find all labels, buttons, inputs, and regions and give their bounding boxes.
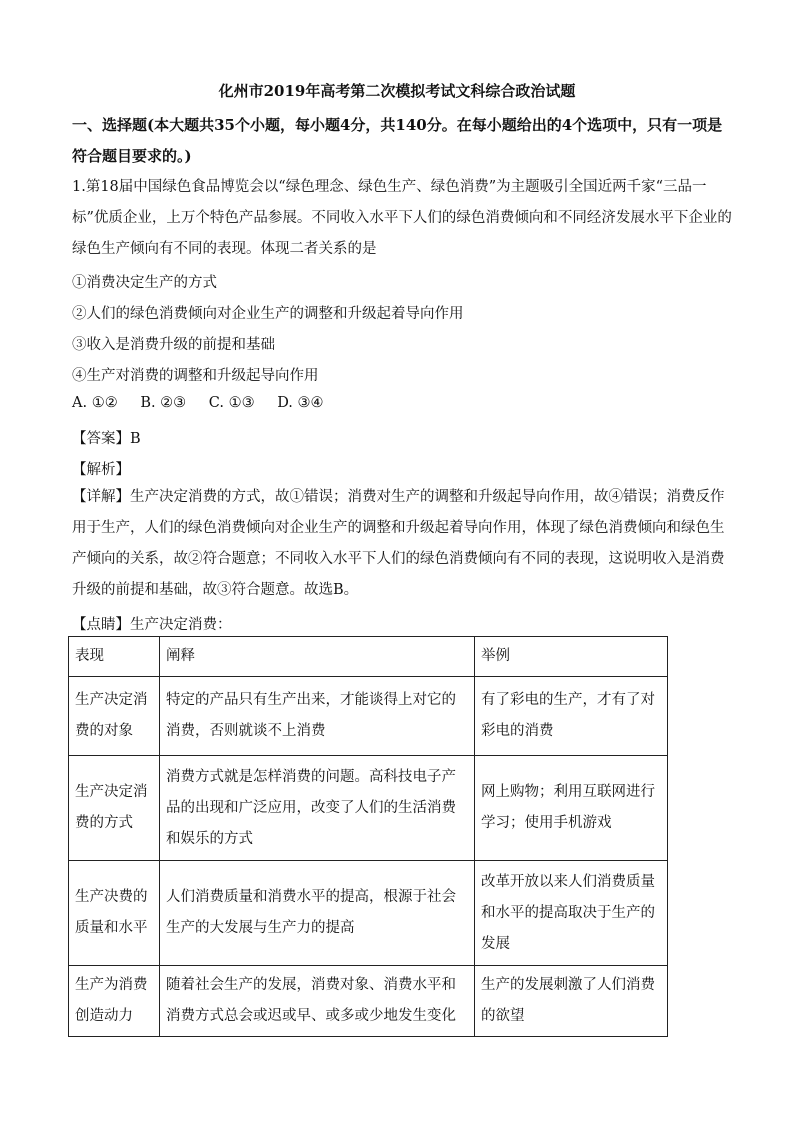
table-row bbox=[69, 756, 668, 861]
table-cell: 生产决费的质量和水平 bbox=[69, 861, 160, 966]
option-c: C. ①③ bbox=[208, 395, 255, 411]
table-cell: 生产为消费创造动力 bbox=[69, 966, 160, 1037]
table-header-cell: 表现 bbox=[69, 637, 160, 677]
table-header-cell: 举例 bbox=[475, 637, 668, 677]
analysis-label: 【解析】 bbox=[72, 462, 130, 478]
table-cell: 人们消费质量和消费水平的提高，根源于社会生产的大发展与生产力的提高 bbox=[160, 861, 475, 966]
table-cell: 消费方式就是怎样消费的问题。高科技电子产品的出现和广泛应用，改变了人们的生活消费和娱乐的方式 bbox=[160, 756, 475, 861]
option-d: D. ③④ bbox=[277, 395, 324, 411]
table-cell: 随着社会生产的发展，消费对象、消费水平和消费方式总会或迟或早、或多或少地发生变化 bbox=[160, 966, 475, 1037]
table-row bbox=[69, 677, 668, 756]
answer-line: 【答案】B bbox=[72, 431, 141, 447]
table-cell: 生产的发展刺激了人们消费的欲望 bbox=[475, 966, 668, 1037]
table-cell: 生产决定消费的对象 bbox=[69, 677, 160, 756]
question-item-2: ②人们的绿色消费倾向对企业生产的调整和升级起着导向作用 bbox=[72, 306, 464, 322]
table-cell: 生产决定消费的方式 bbox=[69, 756, 160, 861]
table-cell: 网上购物；利用互联网进行学习；使用手机游戏 bbox=[475, 756, 668, 861]
table-row bbox=[69, 861, 668, 966]
section-heading: 一、选择题(本大题共35个小题，每小题4分，共140分。在每小题给出的4个选项中，只有一项是符合题目要求的。) bbox=[72, 116, 723, 165]
question-item-1: ①消费决定生产的方式 bbox=[72, 275, 217, 291]
page-title: 化州市2019年高考第二次模拟考试文科综合政治试题 bbox=[218, 82, 576, 100]
answer-options bbox=[72, 395, 342, 411]
question-stem: 1.第18届中国绿色食品博览会以“绿色理念、绿色生产、绿色消费”为主题吸引全国近两千家“三品一标”优质企业，上万个特色产品参展。不同收入水平下人们的绿色消费倾向和不同经济发展水平下企业的绿色生产倾向有不同的表现。体现二者关系的是 bbox=[72, 179, 732, 257]
table-row bbox=[69, 966, 668, 1037]
table-cell: 特定的产品只有生产出来，才能谈得上对它的消费，否则就谈不上消费 bbox=[160, 677, 475, 756]
option-b: B. ②③ bbox=[140, 395, 187, 411]
question-item-3: ③收入是消费升级的前提和基础 bbox=[72, 337, 275, 353]
table-cell: 改革开放以来人们消费质量和水平的提高取决于生产的发展 bbox=[475, 861, 668, 966]
question-item-4: ④生产对消费的调整和升级起导向作用 bbox=[72, 368, 319, 384]
table-cell: 有了彩电的生产，才有了对彩电的消费 bbox=[475, 677, 668, 756]
option-a: A. ①② bbox=[72, 395, 118, 411]
table-header-cell: 阐释 bbox=[160, 637, 475, 677]
detail-explanation: 【详解】生产决定消费的方式，故①错误；消费对生产的调整和升级起导向作用，故④错误；消费反作用于生产，人们的绿色消费倾向对企业生产的调整和升级起着导向作用，体现了绿色消费倾向和绿色生产倾向的关系，故②符合题意；不同收入水平下人们的绿色消费倾向有不同的表现，这说明收入是消费升级的前提和基础，故③符合题意。故选B。 bbox=[72, 489, 725, 598]
point-heading: 【点睛】生产决定消费： bbox=[72, 617, 232, 633]
table-header-row bbox=[69, 637, 668, 677]
production-consumption-table bbox=[68, 636, 668, 1037]
